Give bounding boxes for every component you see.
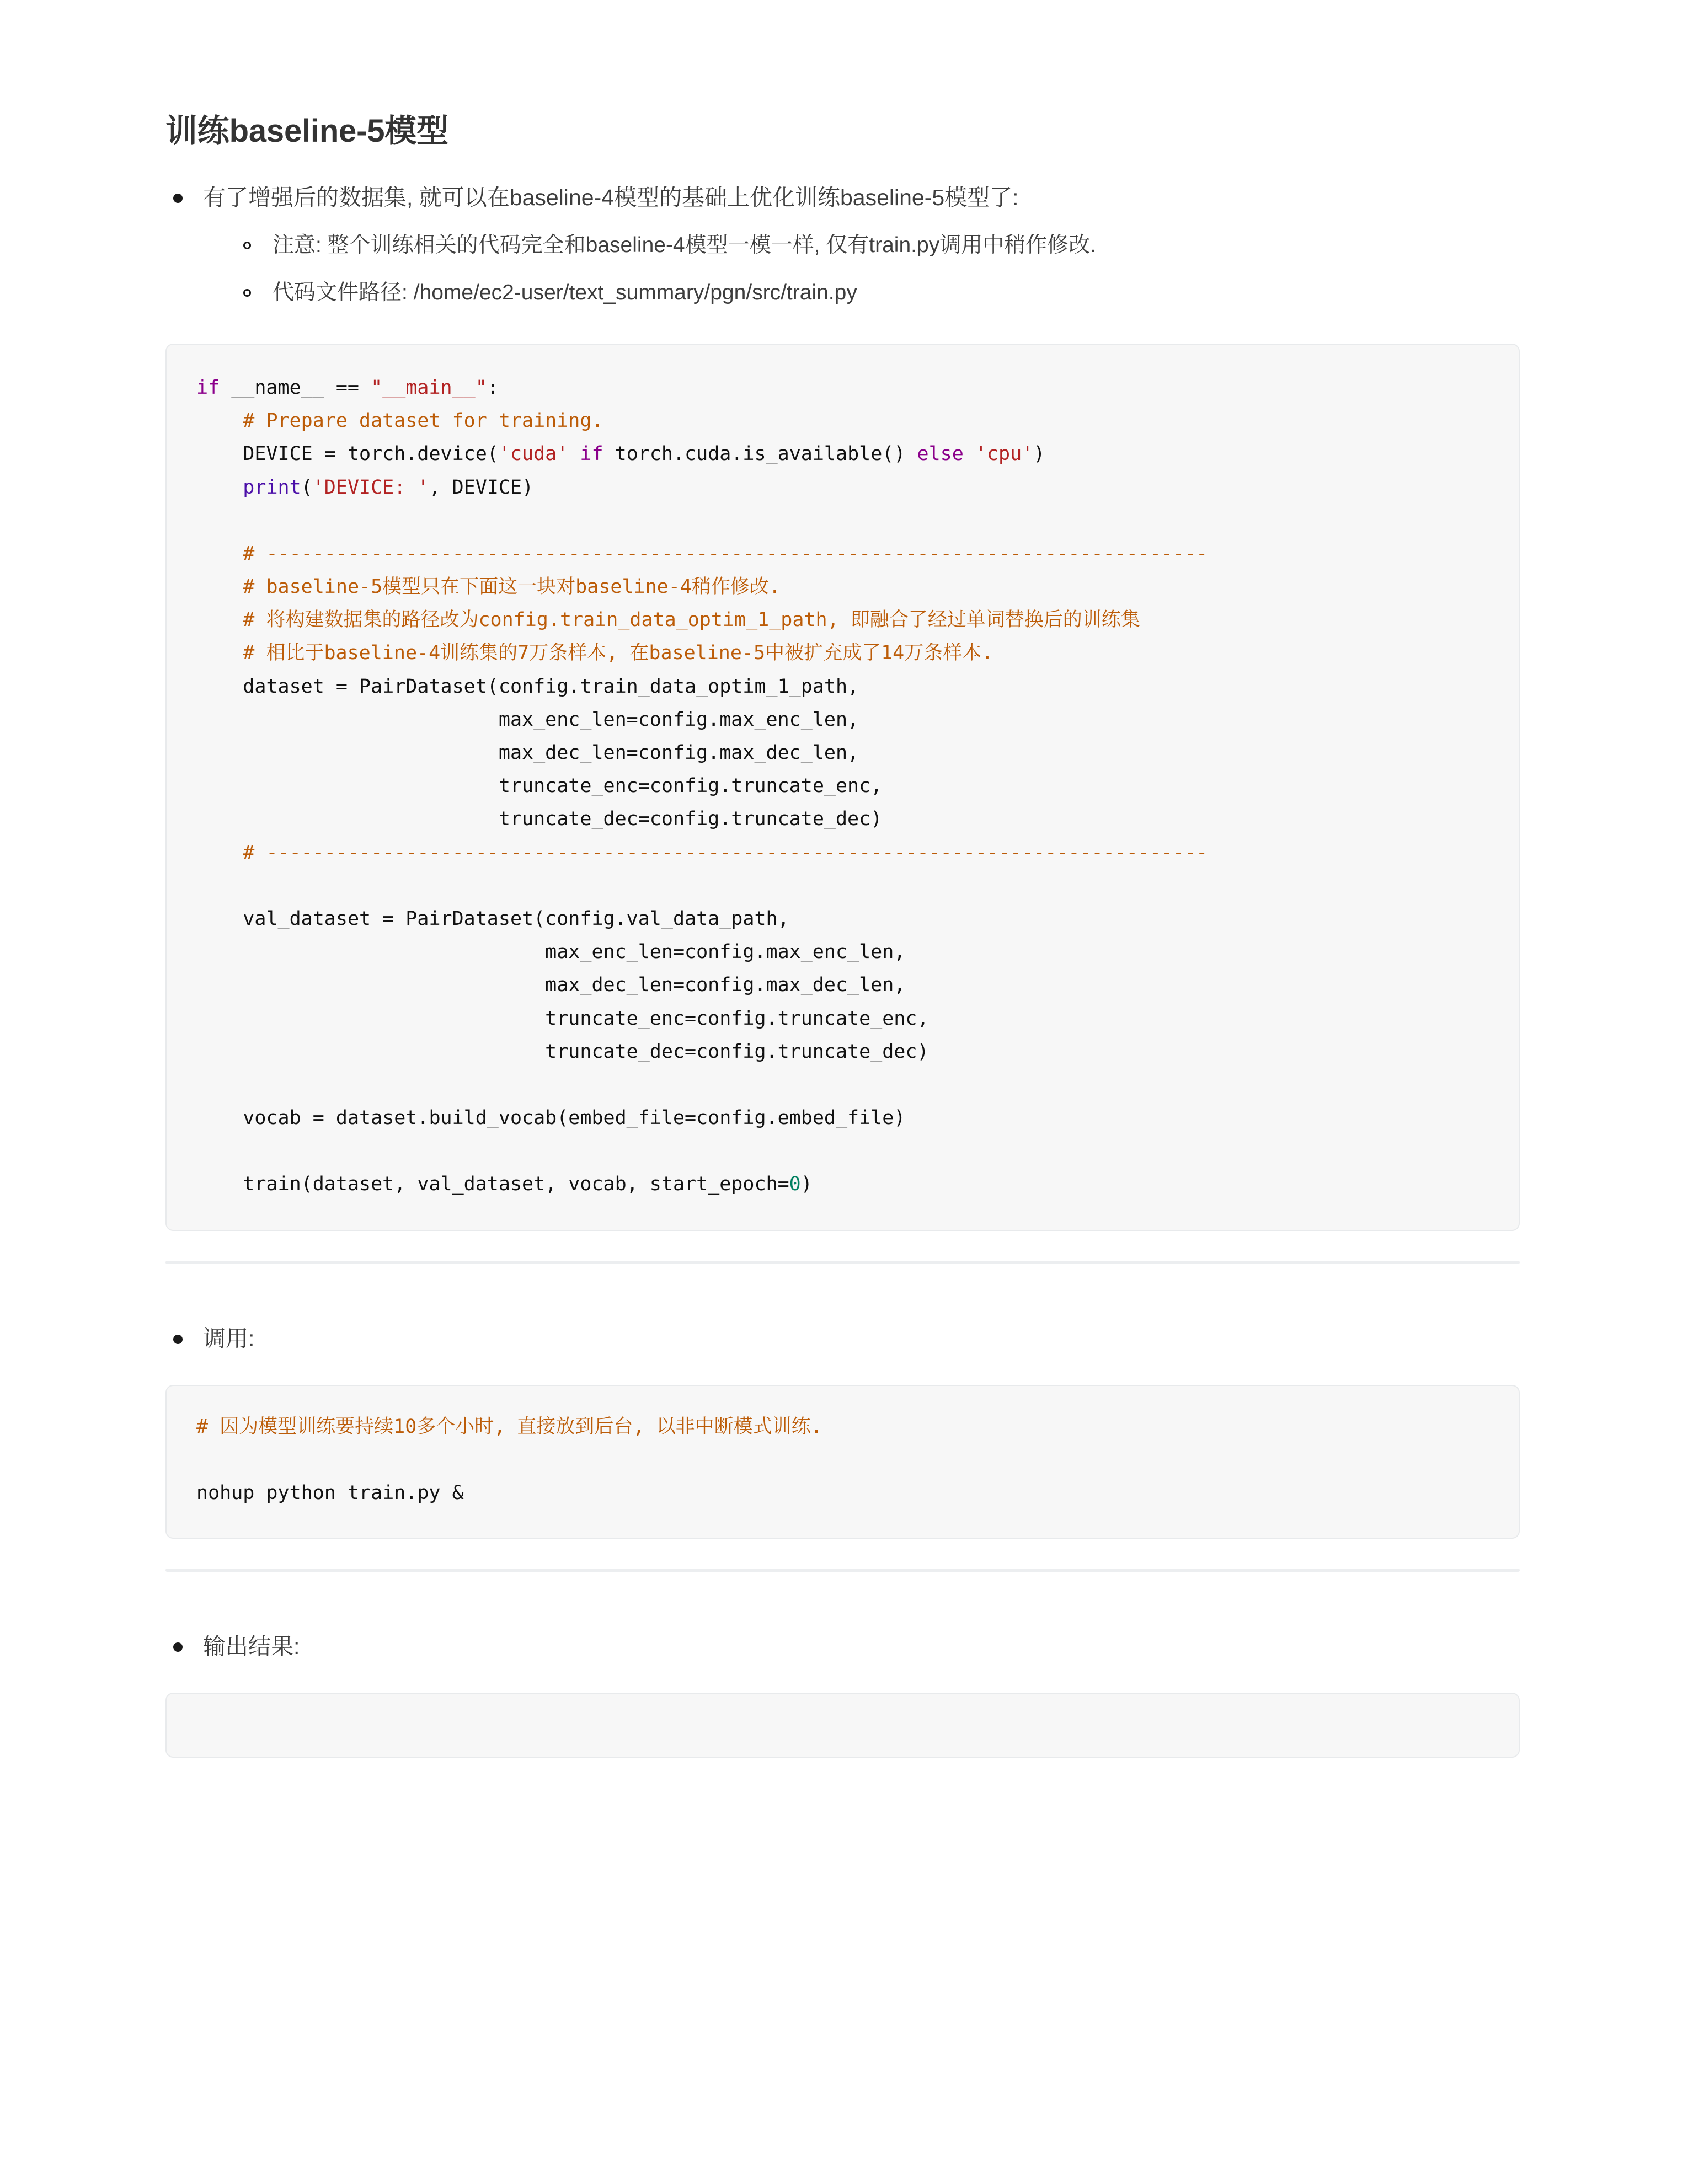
- output-section-label: 输出结果:: [203, 1633, 300, 1659]
- code-token: # 相比于baseline-4训练集的7万条样本, 在baseline-5中被扩充成了14万条样本.: [196, 642, 993, 665]
- code-token: nohup python train.py &: [196, 1482, 464, 1505]
- bullet-dot-icon: [173, 1335, 183, 1344]
- code-token: # 因为模型训练要持续10多个小时, 直接放到后台, 以非中断模式训练.: [196, 1416, 822, 1438]
- code-token: print: [243, 476, 301, 499]
- bullet-ring-icon: [243, 289, 251, 297]
- spacer: [165, 1663, 1523, 1693]
- bullet-ring-icon: [243, 242, 251, 249]
- code-token: if: [580, 443, 603, 465]
- code-token: "__main__": [371, 376, 487, 399]
- list-item: [235, 277, 1523, 309]
- call-section-label: 调用:: [203, 1325, 255, 1351]
- call-bullet-list: [165, 1323, 1523, 1355]
- code-token: [196, 477, 243, 499]
- code-token: truncate_dec=config.truncate_dec): [196, 808, 883, 831]
- code-token: 0: [789, 1173, 801, 1196]
- code-block-nohup-command[interactable]: [165, 1385, 1520, 1539]
- code-token: # ---------------------------------------------------------------------------------: [196, 841, 1208, 864]
- code-token: DEVICE = torch.device(: [196, 443, 499, 465]
- code-token: truncate_enc=config.truncate_enc,: [196, 775, 883, 797]
- code-token: , DEVICE): [429, 476, 534, 499]
- intro-bullet-list: [165, 181, 1523, 309]
- code-token: # baseline-5模型只在下面这一块对baseline-4稍作修改.: [196, 576, 781, 598]
- spacer: [165, 1355, 1523, 1385]
- code-token: ): [800, 1173, 813, 1196]
- code-token: # 将构建数据集的路径改为config.train_data_optim_1_path, 即融合了经过单词替换后的训练集: [196, 609, 1140, 631]
- spacer: [165, 1572, 1523, 1600]
- intro-sub-bullet-filepath: 代码文件路径: /home/ec2-user/text_summary/pgn/src/train.py: [273, 281, 857, 305]
- code-token: truncate_enc=config.truncate_enc,: [196, 1007, 929, 1030]
- code-token: val_dataset = PairDataset(config.val_data_path,: [196, 907, 789, 930]
- code-token: # ---------------------------------------------------------------------------------: [196, 542, 1208, 565]
- list-item: [165, 181, 1523, 309]
- code-token: [568, 443, 580, 465]
- code-token: (: [301, 476, 313, 499]
- code-token: max_dec_len=config.max_dec_len,: [196, 974, 906, 997]
- intro-sub-bullet-list: [203, 229, 1523, 309]
- code-block-train-py[interactable]: [165, 344, 1520, 1231]
- document-content: [165, 0, 1523, 1777]
- code-token: 'cuda': [498, 443, 569, 465]
- code-token: max_enc_len=config.max_enc_len,: [196, 708, 859, 731]
- code-token: :: [487, 376, 499, 399]
- code-token: torch.cuda.is_available(): [603, 443, 917, 465]
- code-token: max_dec_len=config.max_dec_len,: [196, 742, 859, 764]
- code-token: ): [1033, 443, 1045, 465]
- list-item: [165, 1630, 1523, 1663]
- spacer: [165, 1264, 1523, 1293]
- code-token: else: [917, 443, 964, 465]
- code-token: if: [196, 376, 232, 399]
- page-title: 训练baseline-5模型: [165, 113, 448, 149]
- list-item: [235, 229, 1523, 262]
- list-item: [165, 1323, 1523, 1355]
- code-block-output[interactable]: [165, 1693, 1520, 1758]
- intro-sub-bullet-note: 注意: 整个训练相关的代码完全和baseline-4模型一模一样, 仅有train.py调用中稍作修改.: [273, 233, 1097, 257]
- code-token: dataset = PairDataset(config.train_data_optim_1_path,: [196, 675, 859, 698]
- intro-sub-list-wrap: [203, 229, 1523, 309]
- code-token: max_enc_len=config.max_enc_len,: [196, 941, 906, 963]
- output-bullet-list: [165, 1630, 1523, 1663]
- code-token: train(dataset, val_dataset, vocab, start_epoch=: [196, 1173, 789, 1196]
- bullet-dot-icon: [173, 194, 183, 203]
- code-token: [964, 443, 975, 465]
- code-token: # Prepare dataset for training.: [196, 410, 603, 432]
- code-token: __name__ ==: [231, 376, 371, 399]
- code-token: truncate_dec=config.truncate_dec): [196, 1040, 929, 1063]
- bullet-dot-icon: [173, 1642, 183, 1652]
- code-token: 'DEVICE: ': [312, 476, 429, 499]
- code-token: vocab = dataset.build_vocab(embed_file=config.embed_file): [196, 1107, 906, 1130]
- code-token: 'cpu': [975, 443, 1034, 465]
- intro-bullet-text: 有了增强后的数据集, 就可以在baseline-4模型的基础上优化训练baseline-5模型了:: [203, 184, 1019, 210]
